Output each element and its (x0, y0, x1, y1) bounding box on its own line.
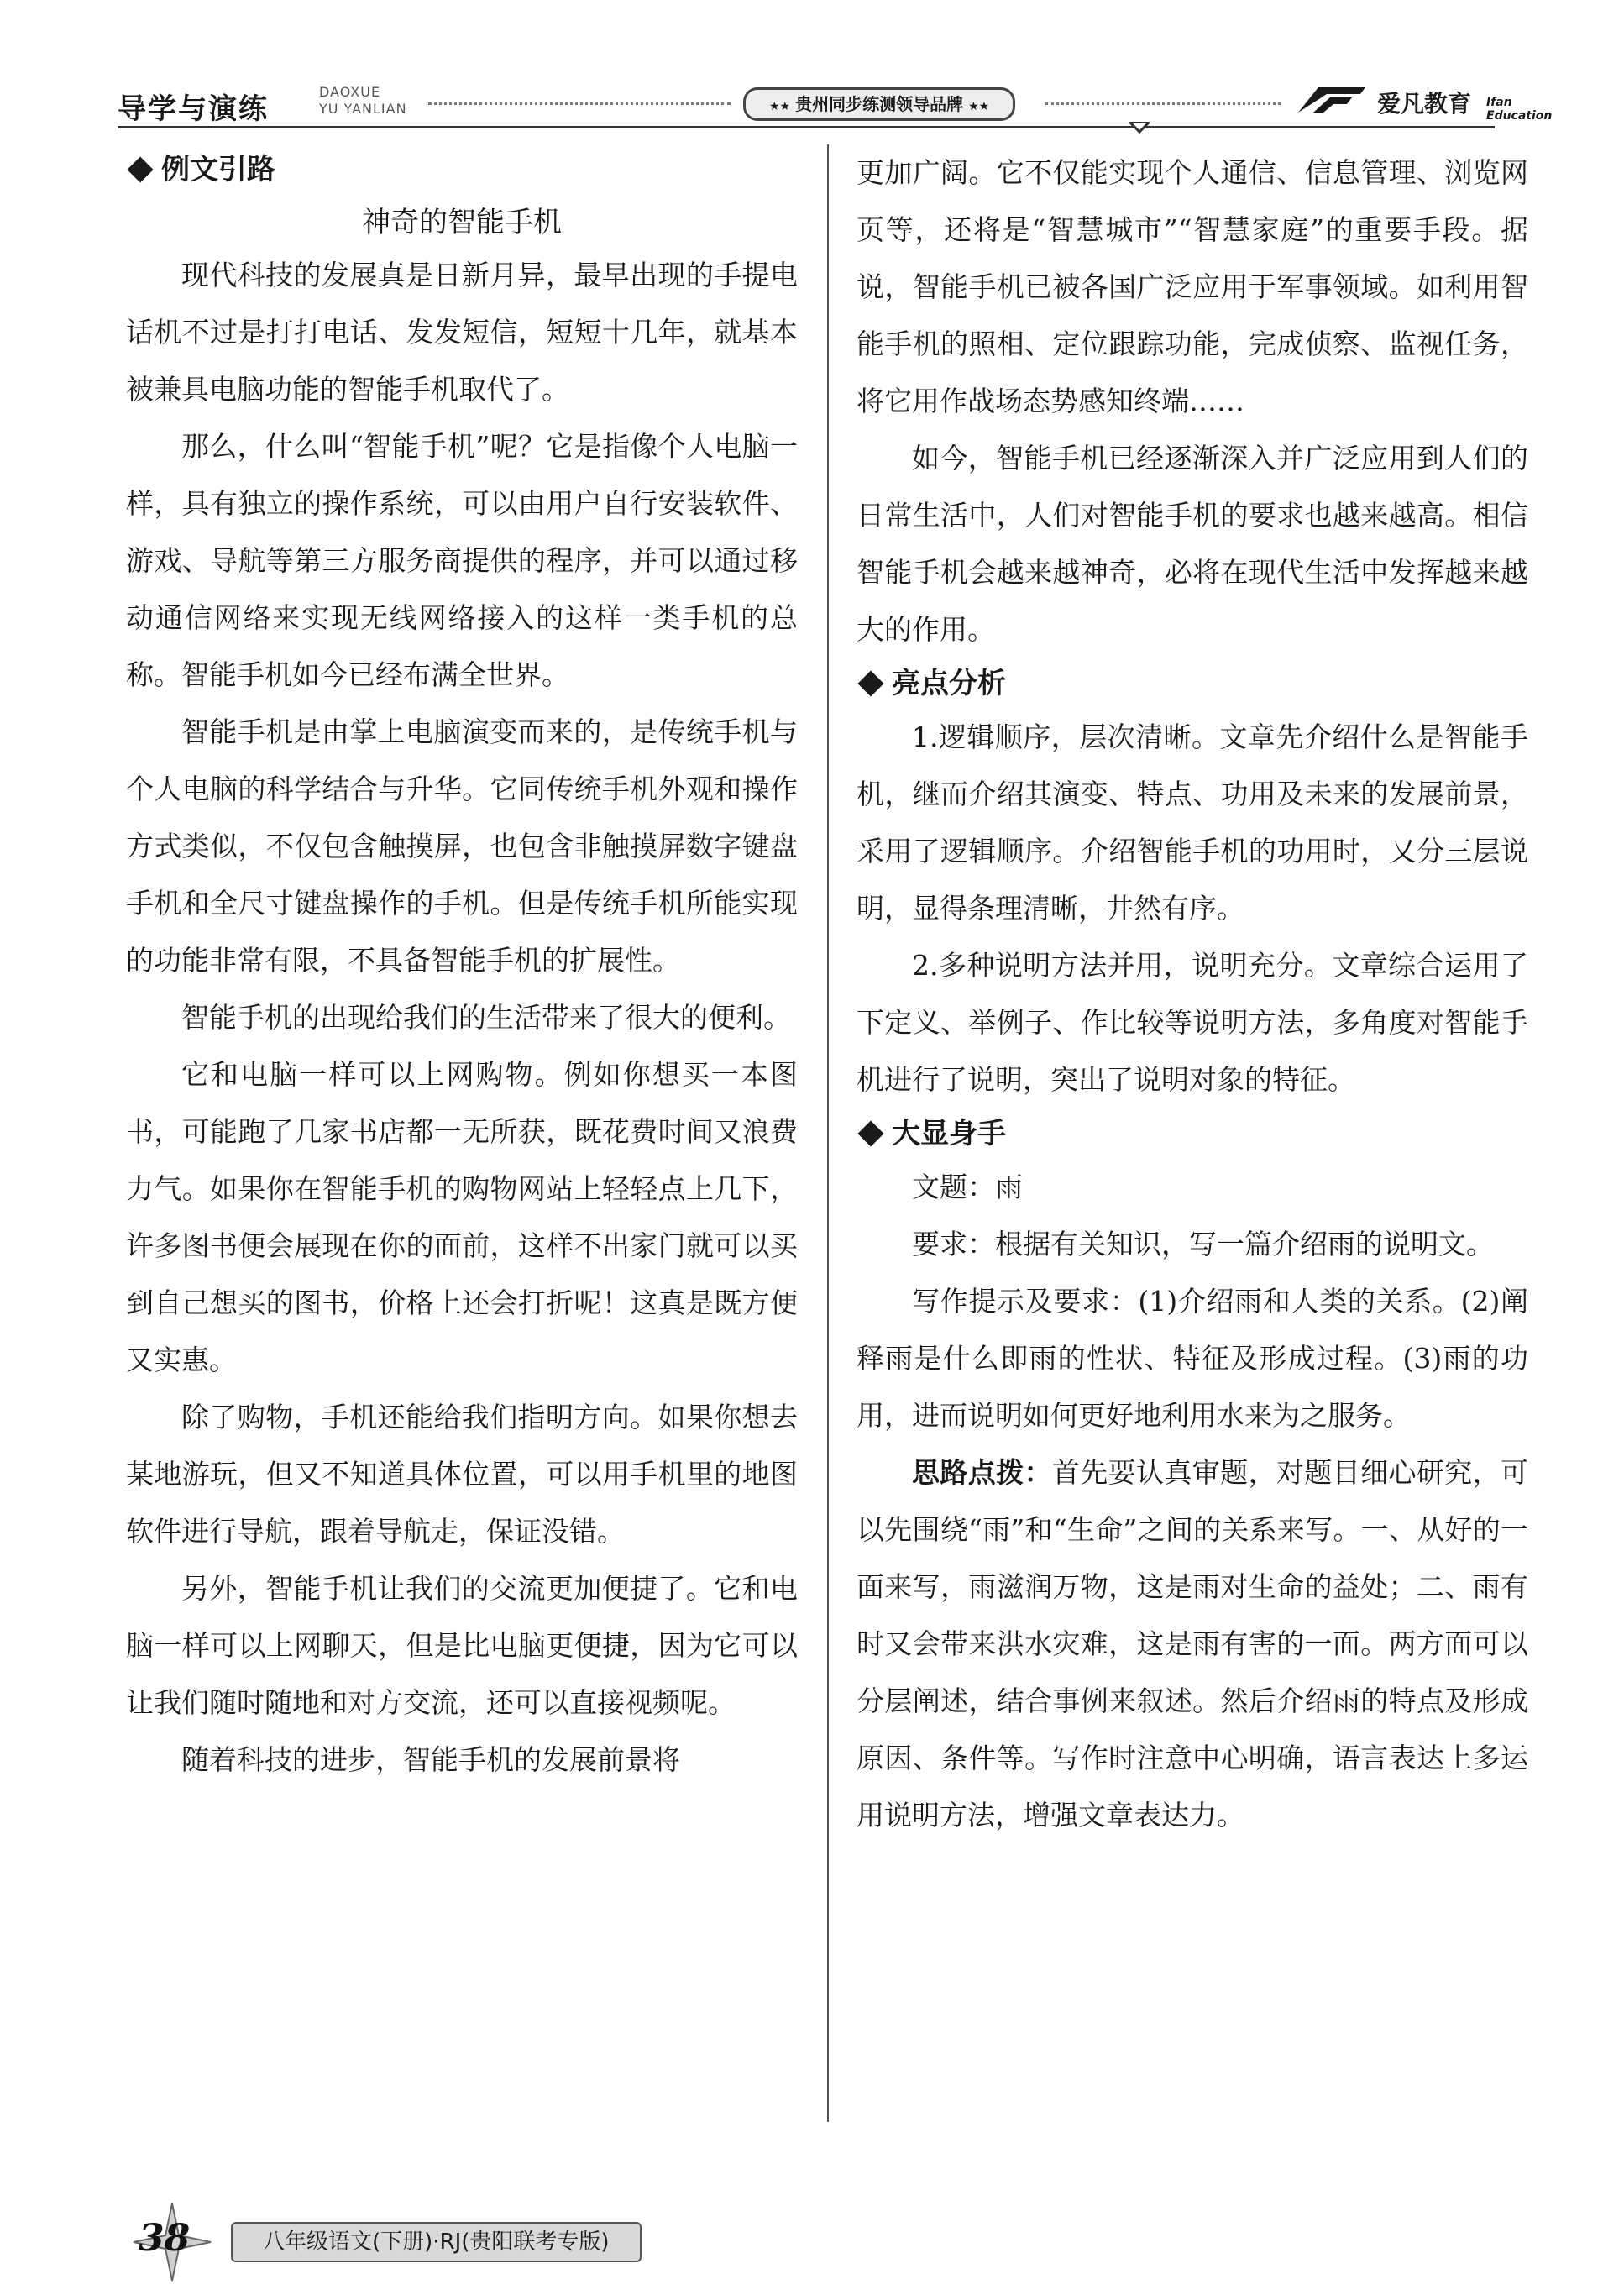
publisher-name: 爱凡教育 (1377, 90, 1472, 118)
essay-paragraph: 随着科技的进步，智能手机的发展前景将 (181, 1743, 680, 1776)
tip-label: 思路点拨： (912, 1456, 1052, 1489)
series-pinyin (319, 84, 407, 118)
header-dotted-line-left (428, 102, 731, 105)
publisher-name-en: Ifan Education (1486, 96, 1553, 123)
tip-paragraph (857, 1444, 1528, 1844)
slogan-badge (743, 87, 1015, 121)
essay-paragraph-continued: 更加广阔。它不仅能实现个人通信、信息管理、浏览网页等，还将是“智慧城市”“智慧家庭”的重要手段。据说，智能手机已被各国广泛应用于军事领域。如利用智能手机的照相、定位跟踪功能，完成侦察、监视任务，将它用作战场态势感知终端…… (857, 156, 1528, 417)
essay-title: 神奇的智能手机 (362, 206, 562, 239)
slogan-text: 贵州同步练测领导品牌 (795, 94, 964, 114)
book-label: 八年级语文(下册)·RJ(贵阳联考专版) (231, 2222, 642, 2262)
section-heading-text: 亮点分析 (892, 667, 1006, 700)
essay-paragraph: 它和电脑一样可以上网购物。例如你想买一本图书，可能跑了几家书店都一无所获，既花费时间又浪费力气。如果你在智能手机的购物网站上轻轻点上几下，许多图书便会展现在你的面前，这样不出家门就可以买到自己想买的图书，价格上还会打折呢！这真是既方便又实惠。 (126, 1058, 798, 1376)
practice-paragraph: 文题：雨 (912, 1171, 1023, 1203)
practice-paragraph: 写作提示及要求：(1)介绍雨和人类的关系。(2)阐释雨是什么即雨的性状、特征及形成过程。(3)雨的功用，进而说明如何更好地利用水来为之服务。 (857, 1285, 1528, 1432)
right-column (857, 144, 1528, 1844)
diamond-bullet-icon (857, 1120, 883, 1146)
essay-paragraph: 智能手机的出现给我们的生活带来了很大的便利。 (181, 1001, 791, 1034)
essay-paragraph: 现代科技的发展真是日新月异，最早出现的手提电话机不过是打打电话、发发短信，短短十几年，就基本被兼具电脑功能的智能手机取代了。 (126, 259, 798, 406)
practice-paragraph: 要求：根据有关知识，写一篇介绍雨的说明文。 (912, 1228, 1494, 1260)
publisher-logo-icon (1293, 81, 1370, 118)
essay-paragraph: 那么，什么叫“智能手机”呢？它是指像个人电脑一样，具有独立的操作系统，可以由用户自行安装软件、游戏、导航等第三方服务商提供的程序，并可以通过移动通信网络来实现无线网络接入的这样一类手机的总称。智能手机如今已经布满全世界。 (126, 430, 798, 691)
section-heading-practice (857, 1108, 1528, 1159)
diamond-bullet-icon (857, 670, 883, 696)
section-heading-analysis (857, 658, 1528, 709)
header-dotted-line-right (1045, 102, 1281, 105)
page-number: 38 (139, 2217, 191, 2260)
diamond-bullet-icon (127, 156, 153, 182)
left-column (126, 144, 798, 1789)
section-heading-text: 大显身手 (892, 1117, 1006, 1150)
analysis-paragraph: 2.多种说明方法并用，说明充分。文章综合运用了下定义、举例子、作比较等说明方法，多角度对智能手机进行了说明，突出了说明对象的特征。 (857, 949, 1528, 1096)
tip-text: 首先要认真审题，对题目细心研究，可以先围绕“雨”和“生命”之间的关系来写。一、从好的一面来写，雨滋润万物，这是雨对生命的益处；二、雨有时又会带来洪水灾难，这是雨有害的一面。两方面可以分层阐述，结合事例来叙述。然后介绍雨的特点及形成原因、条件等。写作时注意中心明确，语言表达上多运用说明方法，增强文章表达力。 (857, 1456, 1529, 1831)
page-header (118, 81, 1553, 131)
series-title: 导学与演练 (118, 92, 269, 126)
page-footer (130, 2217, 768, 2267)
series-pinyin-line2: YU YANLIAN (319, 101, 407, 117)
star-icon-right: ★★ (968, 100, 990, 113)
series-pinyin-line1: DAOXUE (319, 84, 381, 100)
star-icon-left: ★★ (769, 100, 791, 113)
essay-paragraph: 如今，智能手机已经逐渐深入并广泛应用到人们的日常生活中，人们对智能手机的要求也越来越高。相信智能手机会越来越神奇，必将在现代生活中发挥越来越大的作用。 (857, 442, 1528, 646)
column-divider (827, 144, 829, 2122)
header-rule (118, 126, 1495, 128)
essay-paragraph: 另外，智能手机让我们的交流更加便捷了。它和电脑一样可以上网聊天，但是比电脑更便捷，因为它可以让我们随时随地和对方交流，还可以直接视频呢。 (126, 1572, 798, 1719)
section-heading-example (126, 144, 798, 195)
essay-paragraph: 除了购物，手机还能给我们指明方向。如果你想去某地游玩，但又不知道具体位置，可以用手机里的地图软件进行导航，跟着导航走，保证没错。 (126, 1401, 798, 1548)
header-notch-icon (1129, 122, 1150, 134)
analysis-paragraph: 1.逻辑顺序，层次清晰。文章先介绍什么是智能手机，继而介绍其演变、特点、功用及未来的发展前景，采用了逻辑顺序。介绍智能手机的功用时，又分三层说明，显得条理清晰，井然有序。 (857, 720, 1528, 925)
essay-paragraph: 智能手机是由掌上电脑演变而来的，是传统手机与个人电脑的科学结合与升华。它同传统手机外观和操作方式类似，不仅包含触摸屏，也包含非触摸屏数字键盘手机和全尺寸键盘操作的手机。但是传统手机所能实现的功能非常有限，不具备智能手机的扩展性。 (126, 715, 798, 977)
section-heading-text: 例文引路 (161, 153, 275, 186)
